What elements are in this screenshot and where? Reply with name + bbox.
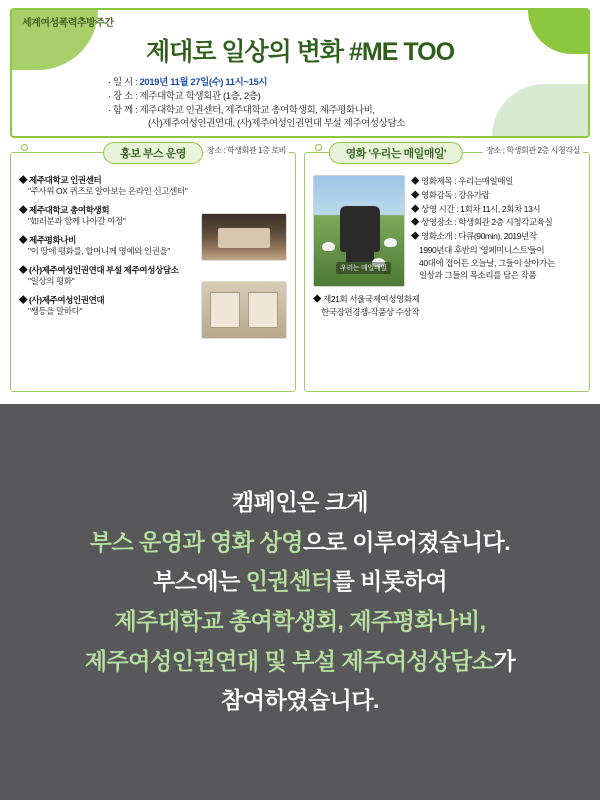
movie-synopsis [411, 244, 581, 282]
booth-org-slogan: "如러분과 함께 나아갈 여정" [28, 216, 126, 227]
poster-panels [10, 146, 590, 392]
movie-field-label: ◆ 영화소개 : [411, 231, 457, 241]
info-date-label: · 일 시 : [108, 77, 138, 88]
caption-segment: 부스에는 [152, 568, 246, 595]
campaign-week-label: 세계여성폭력추방주간 [22, 18, 114, 29]
booth-org-slogan: "이 땅에 평화를, 할머니께 명예와 인권을" [28, 246, 170, 257]
movie-field-label: ◆ 상영 시간 : [411, 203, 459, 214]
caption-block [0, 404, 600, 800]
goose-shape-icon [384, 238, 397, 247]
movie-poster-title-badge: 우리는 매일매일 [336, 262, 391, 274]
movie-field-value: 1회차 11시, 2회차 13시 [460, 203, 541, 214]
movie-field-value: 학생회관 2층 시청각교육실 [458, 217, 553, 228]
info-row-date [108, 76, 588, 90]
caption-segment: 를 비롯하여 [332, 568, 448, 595]
movie-field-label: ◆ 영화제목 : [411, 176, 457, 186]
caption-segment-highlight: 제주대학교 총여학생회, 제주평화나비, [114, 608, 486, 634]
hanger-dot-left-icon [315, 144, 322, 151]
booth-panel [10, 146, 296, 392]
poster-title: 제대로 일상의 변화 #ME TOO [145, 38, 455, 66]
list-item [411, 189, 581, 202]
caption-segment-highlight: 제주여성인권연대 및 부설 제주여성상담소 [84, 647, 494, 674]
caption-line-5 [85, 642, 515, 682]
caption-segment: 참여하였습니다. [221, 687, 379, 714]
caption-line-2 [90, 523, 510, 563]
movie-panel-place: 장소 : 학생회관 2층 시청각실 [483, 144, 583, 157]
booth-org-name: ◆ (사)제주여성인권연대 [19, 294, 105, 305]
caption-segment: 캠페인은 크게 [231, 489, 369, 516]
booth-org-name: ◆ (사)제주여성인권연대 부설 제주여성상담소 [19, 264, 179, 275]
chair-shape-icon [340, 206, 380, 252]
booth-org-name: ◆ 제주대학교 총여학생회 [19, 204, 110, 215]
booth-panel-place: 장소 : 학생회관 1층 로비 [204, 144, 289, 157]
caption-segment: 으로 이루어졌습니다. [302, 528, 511, 555]
caption-line-3 [153, 562, 447, 602]
booth-photo-image-1 [201, 213, 287, 261]
caption-segment-highlight: 부스 운영과 영화 상영 [89, 528, 303, 555]
info-place-value: 제주대학교 학생회관 (1층, 2층) [139, 90, 261, 102]
movie-award-block [313, 293, 581, 319]
booth-org-slogan: "주사위 OX 퀴즈로 알아보는 온라인 신고센터" [28, 186, 188, 197]
info-place-label: · 장 소 : [108, 90, 138, 102]
movie-poster-image [313, 175, 405, 287]
movie-field-value: 강유가람 [458, 189, 490, 200]
movie-synopsis-line-1: 1990년대 후반의 '영페미니스트'들이 [419, 244, 545, 255]
info-row-place [108, 90, 588, 104]
hanger-dot-left-icon [21, 144, 28, 151]
info-row-host [108, 104, 588, 118]
booth-org-name: ◆ 제주평화나비 [19, 234, 76, 245]
caption-segment: 가 [493, 647, 516, 674]
movie-field-value: 다큐(90min), 2019년작 [458, 231, 537, 241]
info-host-value-2: (사)제주여성인권연대, (사)제주여성인권연대 부설 제주여성상담소 [148, 118, 405, 130]
movie-synopsis-line-3: 일상과 그들의 목소리를 담은 작품 [419, 270, 537, 281]
goose-shape-icon [322, 242, 335, 251]
movie-award-line-1: ◆ 제21회 서울국제여성영화제 [313, 294, 420, 304]
booth-panel-title: 홍보 부스 운영 [103, 142, 203, 164]
movie-field-label: ◆ 상영장소 : [411, 217, 457, 228]
info-host-label: · 함 께 : [108, 104, 138, 116]
poster-header-card [10, 8, 590, 138]
movie-panel [304, 146, 590, 392]
info-host-value: 제주대학교 인권센터, 제주대학교 총여학생회, 제주평화나비, [139, 104, 375, 116]
movie-top-section [313, 175, 581, 287]
info-date-value: 2019년 11월 27일(수) 11시~15시 [139, 77, 268, 88]
poster-info-block [108, 76, 588, 131]
list-item [411, 216, 581, 229]
list-item [411, 203, 581, 216]
booth-photo-top [201, 213, 287, 261]
booth-org-slogan: "쌩등을 말하다" [28, 306, 83, 317]
movie-field-value: 우리는매일매일 [458, 176, 513, 186]
caption-line-4 [114, 602, 485, 642]
movie-synopsis-line-2: 40대에 접어든 오늘날, 그들이 살아가는 [419, 257, 555, 268]
caption-line-6 [221, 681, 379, 721]
movie-field-label: ◆ 영화감독 : [411, 189, 457, 200]
list-item [19, 175, 287, 198]
list-item [411, 230, 581, 243]
caption-segment-highlight: 인권센터 [245, 568, 333, 595]
movie-panel-title: 영화 '우리는 매일매일' [329, 142, 463, 164]
booth-org-slogan: "일상의 평화" [28, 276, 75, 287]
movie-detail-list [411, 175, 581, 287]
booth-photo-bottom [201, 281, 287, 339]
caption-line-1 [232, 483, 368, 523]
booth-photo-image-2 [201, 281, 287, 339]
info-row-host-2 [108, 117, 588, 131]
booth-org-name: ◆ 제주대학교 인권센터 [19, 175, 102, 185]
movie-award-line-2: 한국장편경쟁-작품상 수상작 [321, 306, 420, 317]
list-item [411, 175, 581, 188]
